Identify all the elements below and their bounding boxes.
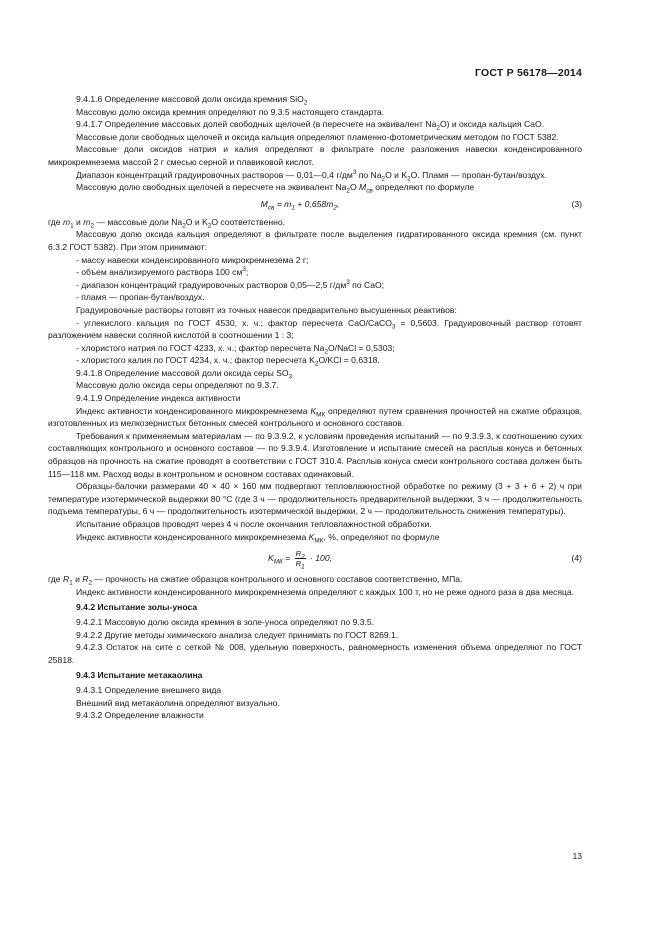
paragraph: Индекс активности конденсированного микрокремнезема определяют с каждых 100 т, но не реже одного раза в два месяца.	[76, 586, 575, 597]
paragraph: Массовые доли оксидов натрия и калия определяют в фильтрате после разложения навески конденсированного микрокремнезема массой 2 г смесью серной и плавиковой кислот.	[48, 144, 582, 167]
formula-expression: $M_{св} = m_1 + 0,658m_2$,	[260, 199, 340, 213]
paragraph: Массовую долю оксида кремния определяют по 9.3.5 настоящего стандарта.	[76, 106, 385, 117]
paragraph: 9.4.3.2 Определение влажности	[76, 710, 204, 721]
section-heading: 9.4.2 Испытание золы-уноса	[76, 602, 198, 613]
paragraph: где $R_1$ и $R_2$ — прочность на сжатие образцов контрольного и основного составов соответственно, МПа.	[48, 574, 463, 587]
paragraph: Массовую долю свободных щелочей в пересчете на эквивалент $Na_2O$ $M_{св}$ определяют по формуле	[76, 182, 475, 195]
paragraph: Массовую долю оксида кальция определяют в фильтрате после выделения гидратированного оксида кремния (см. пункт 6.3.2 ГОСТ 5382). При этом принимают:	[48, 229, 582, 252]
formula-expression: $K_{МК}$ = $\frac{R_2}{R_1}$ · 100,	[267, 548, 333, 571]
paragraph: Образцы-балочки размерами 40 × 40 × 160 мм подвергают тепловлажностной обработке по режиму (3 + 3 + 6 + 2) ч при температуре изотермической выдержки 80 °С (где 3 ч — продолжительность предварительной выдержки, 3 ч — продолжительность подъема температуры, 6 ч — продолжительность изотермической выдержки, 2 ч — продолжительность снижения температуры).	[48, 481, 582, 517]
paragraph: 9.4.1.7 Определение массовых долей свободных щелочей (в пересчете на эквивалент $Na_2O$) и оксида кальция CaO.	[76, 119, 545, 132]
paragraph: - массу навески конденсированного микрокремнезема 2 г;	[76, 254, 309, 265]
paragraph: - хлористого калия по ГОСТ 4234, х. ч.; фактор пересчета $K_2O$/KCl = 0,6318.	[76, 355, 380, 368]
paragraph: Массовые доли свободных щелочей и оксида кальция определяют пламенно-фотометрическим методом по ГОСТ 5382.	[76, 131, 559, 142]
paragraph: 9.4.1.9 Определение индекса активности	[76, 393, 241, 404]
document-header: ГОСТ Р 56178—2014	[474, 67, 582, 79]
paragraph: Испытание образцов проводят через 4 ч после окончания тепловлажностной обработки.	[76, 519, 432, 529]
paragraph: - углекислого кальция по ГОСТ 4530, х. ч.; фактор пересчета CaO/CaCO$_3$ = 0,5603. Градуировочный раствор готовят разложением навески соляной кислотой в соотношении 1 : 3;	[48, 317, 582, 341]
formula	[48, 545, 582, 571]
paragraph: 9.4.1.6 Определение массовой доли оксида кремния SiO$_2$	[76, 94, 308, 107]
paragraph: Внешний вид метакаолина определяют визуально.	[76, 697, 280, 708]
paragraph: Диапазон концентраций градуировочных растворов — 0,01—0,4 $г/дм^3$ по $Na_2O$ и $K_2O$. Пламя — пропан-бутан/воздух.	[76, 168, 547, 183]
formula-number: (3)	[571, 199, 582, 210]
paragraph: 9.4.2.2 Другие методы химического анализа следует принимать по ГОСТ 8269.1.	[76, 629, 399, 640]
page-number: 13	[572, 851, 582, 861]
paragraph: 9.4.2.3 Остаток на сите с сеткой № 008, удельную поверхность, равномерность изменения объема определяют по ГОСТ 25818.	[48, 642, 582, 665]
formula	[48, 196, 582, 214]
section-heading: 9.4.3 Испытание метакаолина	[76, 670, 203, 681]
paragraph: Индекс активности конденсированного микрокремнезема $K_{МК}$ определяют путем сравнения прочностей на сжатие образцов, изготовленных из мелкозернистых бетонных смесей контрольного и основного составов.	[48, 405, 583, 429]
paragraph: 9.4.2.1 Массовую долю оксида кремния в золе-уноса определяют по 9.3.5.	[76, 616, 375, 627]
paragraph: - хлористого натрия по ГОСТ 4233, х. ч.; фактор пересчета $Na_2O$/NaCl = 0,5303;	[76, 342, 395, 356]
paragraph: - диапазон концентраций градуировочных растворов 0,05—2,5 $г/дм^3$ по CaO;	[76, 278, 385, 290]
paragraph: - пламя — пропан-бутан/воздух.	[76, 292, 205, 303]
paragraph: Градуировочные растворы готовят из точных навесок предварительно высушенных реактивов:	[76, 304, 457, 315]
paragraph: 9.4.3.1 Определение внешнего вида	[76, 684, 222, 695]
paragraph: Требования к применяемым материалам — по 9.3.9.2, к условиям проведения испытаний — по 9.3.9.3, к соотношению сухих составляющих контрольного и основного составов — по 9.3.9.4. Изготовление и испытание смесей на расплыв конуса и бетонных образцов на прочность на сжатие проводят в соответствии с ГОСТ 310.4. Расплыв конуса смеси контрольного состава должен быть 115—118 мм. Расход воды в контрольном и основном составах одинаковый.	[48, 430, 582, 479]
formula-number: (4)	[571, 552, 582, 563]
paragraph: - объем анализируемого раствора 100 $см^3$;	[76, 266, 249, 278]
document-body	[48, 93, 582, 722]
paragraph: где $m_1$ и $m_2$ — массовые доли $Na_2O$ и $K_2O$ соответственно.	[48, 216, 286, 230]
paragraph: Массовую долю оксида серы определяют по 9.3.7.	[76, 380, 279, 391]
paragraph: 9.4.1.8 Определение массовой доли оксида серы $SO_3$	[76, 367, 293, 381]
paragraph: Индекс активности конденсированного микрокремнезема $K_{МК}$, %, определяют по формуле	[76, 531, 440, 545]
